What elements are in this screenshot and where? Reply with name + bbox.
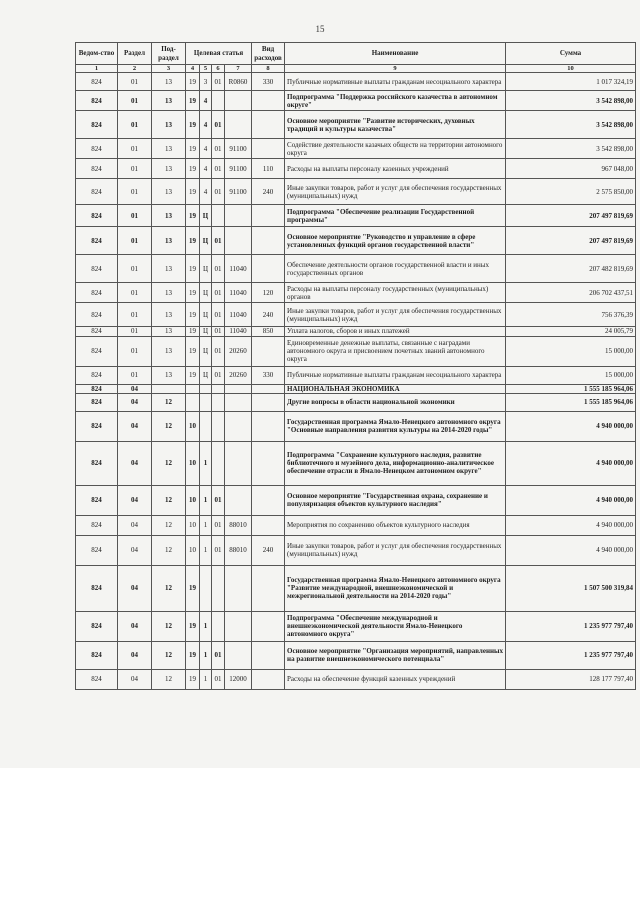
expense-type-cell (252, 485, 285, 515)
activity-cell: 01 (212, 139, 225, 159)
column-number-cell: 8 (252, 65, 285, 73)
table-row (76, 565, 636, 611)
activity-cell: 01 (212, 303, 225, 327)
direction-cell (225, 227, 252, 255)
subprogram-cell: Ц (200, 205, 212, 227)
sum-cell: 1 507 500 319,84 (506, 565, 636, 611)
podrazdel-cell: 13 (152, 303, 186, 327)
razdel-cell: 04 (118, 384, 152, 393)
name-cell: Публичные нормативные выплаты гражданам несоциального характера (285, 73, 506, 91)
expense-type-cell: 240 (252, 179, 285, 205)
activity-cell (212, 384, 225, 393)
table-row (76, 441, 636, 485)
table-row (76, 384, 636, 393)
name-cell: Подпрограмма "Сохранение культурного наследия, развитие библиотечного и музейного дела, информационно-аналитическое обеспечение отрасли в Ямало-Ненецком автономном округе" (285, 441, 506, 485)
sum-cell: 207 497 819,69 (506, 205, 636, 227)
vedomstvo-cell: 824 (76, 255, 118, 283)
razdel-cell: 04 (118, 441, 152, 485)
program-cell: 19 (186, 159, 200, 179)
direction-cell (225, 565, 252, 611)
name-cell: Обеспечение деятельности органов государственной власти и иных государственных органов (285, 255, 506, 283)
table-row (76, 535, 636, 565)
razdel-cell: 04 (118, 641, 152, 669)
razdel-cell: 04 (118, 669, 152, 689)
subprogram-cell (200, 411, 212, 441)
table-row (76, 327, 636, 336)
name-cell: Расходы на обеспечение функций казенных учреждений (285, 669, 506, 689)
page-number: 15 (315, 24, 325, 34)
direction-cell: 88010 (225, 515, 252, 535)
activity-cell: 01 (212, 227, 225, 255)
vedomstvo-cell: 824 (76, 611, 118, 641)
column-number-cell: 5 (200, 65, 212, 73)
activity-cell: 01 (212, 485, 225, 515)
activity-cell: 01 (212, 159, 225, 179)
podrazdel-cell: 12 (152, 411, 186, 441)
vedomstvo-cell: 824 (76, 73, 118, 91)
sum-cell: 207 497 819,69 (506, 227, 636, 255)
expense-type-cell (252, 255, 285, 283)
name-cell: Государственная программа Ямало-Ненецкого автономного округа "Развитие международной, внешнеэкономической и межрегиональной деятельности на 2014-2020 годы" (285, 565, 506, 611)
direction-cell: 91100 (225, 139, 252, 159)
header-name: Наименование (285, 43, 506, 65)
program-cell: 19 (186, 366, 200, 384)
vedomstvo-cell: 824 (76, 411, 118, 441)
sum-cell: 4 940 000,00 (506, 515, 636, 535)
table-row (76, 205, 636, 227)
vedomstvo-cell: 824 (76, 485, 118, 515)
direction-cell: R0860 (225, 73, 252, 91)
subprogram-cell: Ц (200, 283, 212, 303)
expense-type-cell: 240 (252, 535, 285, 565)
razdel-cell: 01 (118, 91, 152, 111)
sum-cell: 15 000,00 (506, 336, 636, 366)
column-number-cell: 6 (212, 65, 225, 73)
podrazdel-cell: 13 (152, 179, 186, 205)
table-row (76, 255, 636, 283)
podrazdel-cell: 13 (152, 139, 186, 159)
program-cell: 10 (186, 535, 200, 565)
razdel-cell: 01 (118, 111, 152, 139)
activity-cell: 01 (212, 283, 225, 303)
vedomstvo-cell: 824 (76, 227, 118, 255)
razdel-cell: 01 (118, 139, 152, 159)
table-row (76, 485, 636, 515)
program-cell: 19 (186, 336, 200, 366)
vedomstvo-cell: 824 (76, 535, 118, 565)
sum-cell: 1 555 185 964,06 (506, 393, 636, 411)
expense-type-cell: 120 (252, 283, 285, 303)
podrazdel-cell: 12 (152, 535, 186, 565)
name-cell: Подпрограмма "Поддержка российского казачества в автономном округе" (285, 91, 506, 111)
name-cell: Содействие деятельности казачьих обществ на территории автономного округа (285, 139, 506, 159)
activity-cell: 01 (212, 641, 225, 669)
direction-cell (225, 611, 252, 641)
direction-cell (225, 205, 252, 227)
vedomstvo-cell: 824 (76, 283, 118, 303)
header-vid: Вид расходов (252, 43, 285, 65)
name-cell: Основное мероприятие "Организация мероприятий, направленных на развитие внешнеэкономического потенциала" (285, 641, 506, 669)
expense-type-cell: 240 (252, 303, 285, 327)
sum-cell: 206 702 437,51 (506, 283, 636, 303)
activity-cell (212, 91, 225, 111)
table-row (76, 179, 636, 205)
name-cell: Расходы на выплаты персоналу государственных (муниципальных) органов (285, 283, 506, 303)
podrazdel-cell: 13 (152, 205, 186, 227)
program-cell: 19 (186, 611, 200, 641)
table-row (76, 227, 636, 255)
name-cell: Уплата налогов, сборов и иных платежей (285, 327, 506, 336)
sum-cell: 3 542 898,00 (506, 91, 636, 111)
expense-type-cell (252, 227, 285, 255)
direction-cell (225, 393, 252, 411)
activity-cell: 01 (212, 111, 225, 139)
razdel-cell: 04 (118, 515, 152, 535)
activity-cell (212, 411, 225, 441)
subprogram-cell: 1 (200, 535, 212, 565)
expense-type-cell (252, 669, 285, 689)
table-row (76, 411, 636, 441)
sum-cell: 1 235 977 797,40 (506, 611, 636, 641)
razdel-cell: 01 (118, 73, 152, 91)
razdel-cell: 04 (118, 393, 152, 411)
subprogram-cell: Ц (200, 303, 212, 327)
program-cell: 19 (186, 669, 200, 689)
table-row (76, 139, 636, 159)
expense-type-cell (252, 565, 285, 611)
program-cell: 19 (186, 227, 200, 255)
razdel-cell: 04 (118, 565, 152, 611)
table-row (76, 91, 636, 111)
program-cell: 19 (186, 255, 200, 283)
sum-cell: 4 940 000,00 (506, 411, 636, 441)
direction-cell (225, 91, 252, 111)
vedomstvo-cell: 824 (76, 139, 118, 159)
header-vedomstvo: Ведом-ство (76, 43, 118, 65)
razdel-cell: 04 (118, 485, 152, 515)
program-cell: 19 (186, 565, 200, 611)
sum-cell: 207 482 819,69 (506, 255, 636, 283)
direction-cell (225, 485, 252, 515)
podrazdel-cell: 13 (152, 283, 186, 303)
podrazdel-cell: 12 (152, 441, 186, 485)
expense-type-cell (252, 611, 285, 641)
subprogram-cell (200, 565, 212, 611)
sum-cell: 756 376,39 (506, 303, 636, 327)
name-cell: Иные закупки товаров, работ и услуг для обеспечения государственных (муниципальных) нужд (285, 535, 506, 565)
direction-cell: 12000 (225, 669, 252, 689)
table-row (76, 111, 636, 139)
podrazdel-cell: 12 (152, 669, 186, 689)
column-number-cell: 10 (506, 65, 636, 73)
razdel-cell: 01 (118, 205, 152, 227)
razdel-cell: 01 (118, 255, 152, 283)
vedomstvo-cell: 824 (76, 327, 118, 336)
sum-cell: 3 542 898,00 (506, 139, 636, 159)
razdel-cell: 01 (118, 303, 152, 327)
name-cell: Публичные нормативные выплаты гражданам несоциального характера (285, 366, 506, 384)
vedomstvo-cell: 824 (76, 303, 118, 327)
program-cell: 10 (186, 485, 200, 515)
podrazdel-cell: 12 (152, 485, 186, 515)
program-cell: 19 (186, 283, 200, 303)
subprogram-cell: Ц (200, 336, 212, 366)
table-row (76, 515, 636, 535)
activity-cell: 01 (212, 73, 225, 91)
table-row (76, 73, 636, 91)
vedomstvo-cell: 824 (76, 641, 118, 669)
program-cell: 19 (186, 179, 200, 205)
name-cell: Мероприятия по сохранению объектов культурного наследия (285, 515, 506, 535)
vedomstvo-cell: 824 (76, 393, 118, 411)
razdel-cell: 01 (118, 227, 152, 255)
expense-type-cell (252, 411, 285, 441)
subprogram-cell: 4 (200, 91, 212, 111)
program-cell: 19 (186, 111, 200, 139)
activity-cell (212, 441, 225, 485)
column-number-cell: 3 (152, 65, 186, 73)
expense-type-cell (252, 205, 285, 227)
expense-type-cell (252, 384, 285, 393)
subprogram-cell (200, 393, 212, 411)
program-cell (186, 384, 200, 393)
sum-cell: 1 555 185 964,06 (506, 384, 636, 393)
activity-cell: 01 (212, 255, 225, 283)
podrazdel-cell: 13 (152, 227, 186, 255)
razdel-cell: 01 (118, 366, 152, 384)
expense-type-cell (252, 91, 285, 111)
table-row (76, 393, 636, 411)
vedomstvo-cell: 824 (76, 669, 118, 689)
podrazdel-cell: 13 (152, 91, 186, 111)
expense-type-cell (252, 515, 285, 535)
program-cell: 19 (186, 303, 200, 327)
name-cell: Иные закупки товаров, работ и услуг для обеспечения государственных (муниципальных) нужд (285, 179, 506, 205)
header-target: Целевая статья (186, 43, 252, 65)
subprogram-cell: 4 (200, 179, 212, 205)
direction-cell: 20260 (225, 336, 252, 366)
name-cell: Подпрограмма "Обеспечение реализации Государственной программы" (285, 205, 506, 227)
subprogram-cell: Ц (200, 255, 212, 283)
expense-type-cell: 330 (252, 366, 285, 384)
podrazdel-cell: 13 (152, 366, 186, 384)
sum-cell: 1 235 977 797,40 (506, 641, 636, 669)
vedomstvo-cell: 824 (76, 205, 118, 227)
podrazdel-cell: 12 (152, 611, 186, 641)
vedomstvo-cell: 824 (76, 91, 118, 111)
program-cell: 19 (186, 91, 200, 111)
razdel-cell: 01 (118, 283, 152, 303)
direction-cell (225, 384, 252, 393)
subprogram-cell: 1 (200, 641, 212, 669)
sum-cell: 3 542 898,00 (506, 111, 636, 139)
razdel-cell: 04 (118, 411, 152, 441)
sum-cell: 2 575 850,00 (506, 179, 636, 205)
direction-cell: 91100 (225, 179, 252, 205)
direction-cell: 88010 (225, 535, 252, 565)
subprogram-cell: 1 (200, 515, 212, 535)
name-cell: Основное мероприятие "Развитие исторических, духовных традиций и культуры казачества" (285, 111, 506, 139)
podrazdel-cell: 13 (152, 336, 186, 366)
expense-type-cell (252, 441, 285, 485)
podrazdel-cell: 12 (152, 641, 186, 669)
table-row (76, 669, 636, 689)
name-cell: Другие вопросы в области национальной экономики (285, 393, 506, 411)
name-cell: Основное мероприятие "Государственная охрана, сохранение и популяризация объектов культурного наследия" (285, 485, 506, 515)
razdel-cell: 01 (118, 179, 152, 205)
program-cell: 19 (186, 73, 200, 91)
sum-cell: 1 017 324,19 (506, 73, 636, 91)
subprogram-cell (200, 384, 212, 393)
subprogram-cell: 4 (200, 111, 212, 139)
razdel-cell: 01 (118, 336, 152, 366)
program-cell: 10 (186, 411, 200, 441)
vedomstvo-cell: 824 (76, 111, 118, 139)
vedomstvo-cell: 824 (76, 179, 118, 205)
subprogram-cell: Ц (200, 366, 212, 384)
activity-cell: 01 (212, 179, 225, 205)
podrazdel-cell: 13 (152, 111, 186, 139)
table-row (76, 283, 636, 303)
column-number-cell: 2 (118, 65, 152, 73)
column-number-row (76, 65, 636, 73)
expense-type-cell (252, 336, 285, 366)
activity-cell: 01 (212, 336, 225, 366)
budget-table (75, 42, 636, 690)
activity-cell (212, 565, 225, 611)
header-sum: Сумма (506, 43, 636, 65)
podrazdel-cell: 13 (152, 159, 186, 179)
podrazdel-cell: 12 (152, 515, 186, 535)
direction-cell: 11040 (225, 303, 252, 327)
podrazdel-cell: 12 (152, 393, 186, 411)
direction-cell (225, 111, 252, 139)
sum-cell: 4 940 000,00 (506, 441, 636, 485)
podrazdel-cell (152, 384, 186, 393)
name-cell: Расходы на выплаты персоналу казенных учреждений (285, 159, 506, 179)
activity-cell (212, 393, 225, 411)
expense-type-cell: 330 (252, 73, 285, 91)
subprogram-cell: 1 (200, 611, 212, 641)
subprogram-cell: 1 (200, 485, 212, 515)
name-cell: Единовременные денежные выплаты, связанные с наградами автономного округа и присвоением почетных званий автономного округа (285, 336, 506, 366)
sum-cell: 967 048,00 (506, 159, 636, 179)
direction-cell: 91100 (225, 159, 252, 179)
column-number-cell: 4 (186, 65, 200, 73)
subprogram-cell: 1 (200, 441, 212, 485)
program-cell (186, 393, 200, 411)
vedomstvo-cell: 824 (76, 159, 118, 179)
subprogram-cell: 3 (200, 73, 212, 91)
activity-cell: 01 (212, 535, 225, 565)
subprogram-cell: 4 (200, 139, 212, 159)
table-row (76, 611, 636, 641)
program-cell: 10 (186, 441, 200, 485)
name-cell: Иные закупки товаров, работ и услуг для обеспечения государственных (муниципальных) нужд (285, 303, 506, 327)
razdel-cell: 01 (118, 327, 152, 336)
activity-cell: 01 (212, 515, 225, 535)
razdel-cell: 01 (118, 159, 152, 179)
column-number-cell: 9 (285, 65, 506, 73)
vedomstvo-cell: 824 (76, 336, 118, 366)
expense-type-cell (252, 393, 285, 411)
direction-cell: 11040 (225, 327, 252, 336)
table-body (76, 73, 636, 689)
table-row (76, 336, 636, 366)
subprogram-cell: Ц (200, 327, 212, 336)
vedomstvo-cell: 824 (76, 441, 118, 485)
table-row (76, 366, 636, 384)
sum-cell: 4 940 000,00 (506, 485, 636, 515)
expense-type-cell (252, 641, 285, 669)
name-cell: Государственная программа Ямало-Ненецкого автономного округа "Основные направления развития культуры на 2014-2020 годы" (285, 411, 506, 441)
subprogram-cell: 1 (200, 669, 212, 689)
vedomstvo-cell: 824 (76, 565, 118, 611)
vedomstvo-cell: 824 (76, 366, 118, 384)
podrazdel-cell: 13 (152, 73, 186, 91)
subprogram-cell: 4 (200, 159, 212, 179)
name-cell: НАЦИОНАЛЬНАЯ ЭКОНОМИКА (285, 384, 506, 393)
direction-cell: 20260 (225, 366, 252, 384)
razdel-cell: 04 (118, 611, 152, 641)
program-cell: 19 (186, 641, 200, 669)
direction-cell (225, 411, 252, 441)
expense-type-cell: 850 (252, 327, 285, 336)
activity-cell: 01 (212, 669, 225, 689)
direction-cell (225, 441, 252, 485)
activity-cell (212, 205, 225, 227)
header-podrazdel: Под-раздел (152, 43, 186, 65)
direction-cell: 11040 (225, 283, 252, 303)
program-cell: 10 (186, 515, 200, 535)
sum-cell: 24 005,79 (506, 327, 636, 336)
activity-cell: 01 (212, 327, 225, 336)
table-row (76, 303, 636, 327)
razdel-cell: 04 (118, 535, 152, 565)
podrazdel-cell: 13 (152, 327, 186, 336)
program-cell: 19 (186, 327, 200, 336)
subprogram-cell: Ц (200, 227, 212, 255)
sum-cell: 15 000,00 (506, 366, 636, 384)
direction-cell (225, 641, 252, 669)
page-bottom-margin (0, 768, 640, 905)
header-row (76, 43, 636, 65)
expense-type-cell (252, 139, 285, 159)
name-cell: Основное мероприятие "Руководство и управление в сфере установленных функций органов государственной власти" (285, 227, 506, 255)
sum-cell: 128 177 797,40 (506, 669, 636, 689)
direction-cell: 11040 (225, 255, 252, 283)
sum-cell: 4 940 000,00 (506, 535, 636, 565)
table-row (76, 641, 636, 669)
program-cell: 19 (186, 205, 200, 227)
name-cell: Подпрограмма "Обеспечение международной и внешнеэкономической деятельности Ямало-Ненецкого автономного округа" (285, 611, 506, 641)
table-row (76, 159, 636, 179)
activity-cell: 01 (212, 366, 225, 384)
expense-type-cell: 110 (252, 159, 285, 179)
column-number-cell: 1 (76, 65, 118, 73)
vedomstvo-cell: 824 (76, 384, 118, 393)
podrazdel-cell: 13 (152, 255, 186, 283)
header-razdel: Раздел (118, 43, 152, 65)
podrazdel-cell: 12 (152, 565, 186, 611)
vedomstvo-cell: 824 (76, 515, 118, 535)
column-number-cell: 7 (225, 65, 252, 73)
expense-type-cell (252, 111, 285, 139)
activity-cell (212, 611, 225, 641)
program-cell: 19 (186, 139, 200, 159)
